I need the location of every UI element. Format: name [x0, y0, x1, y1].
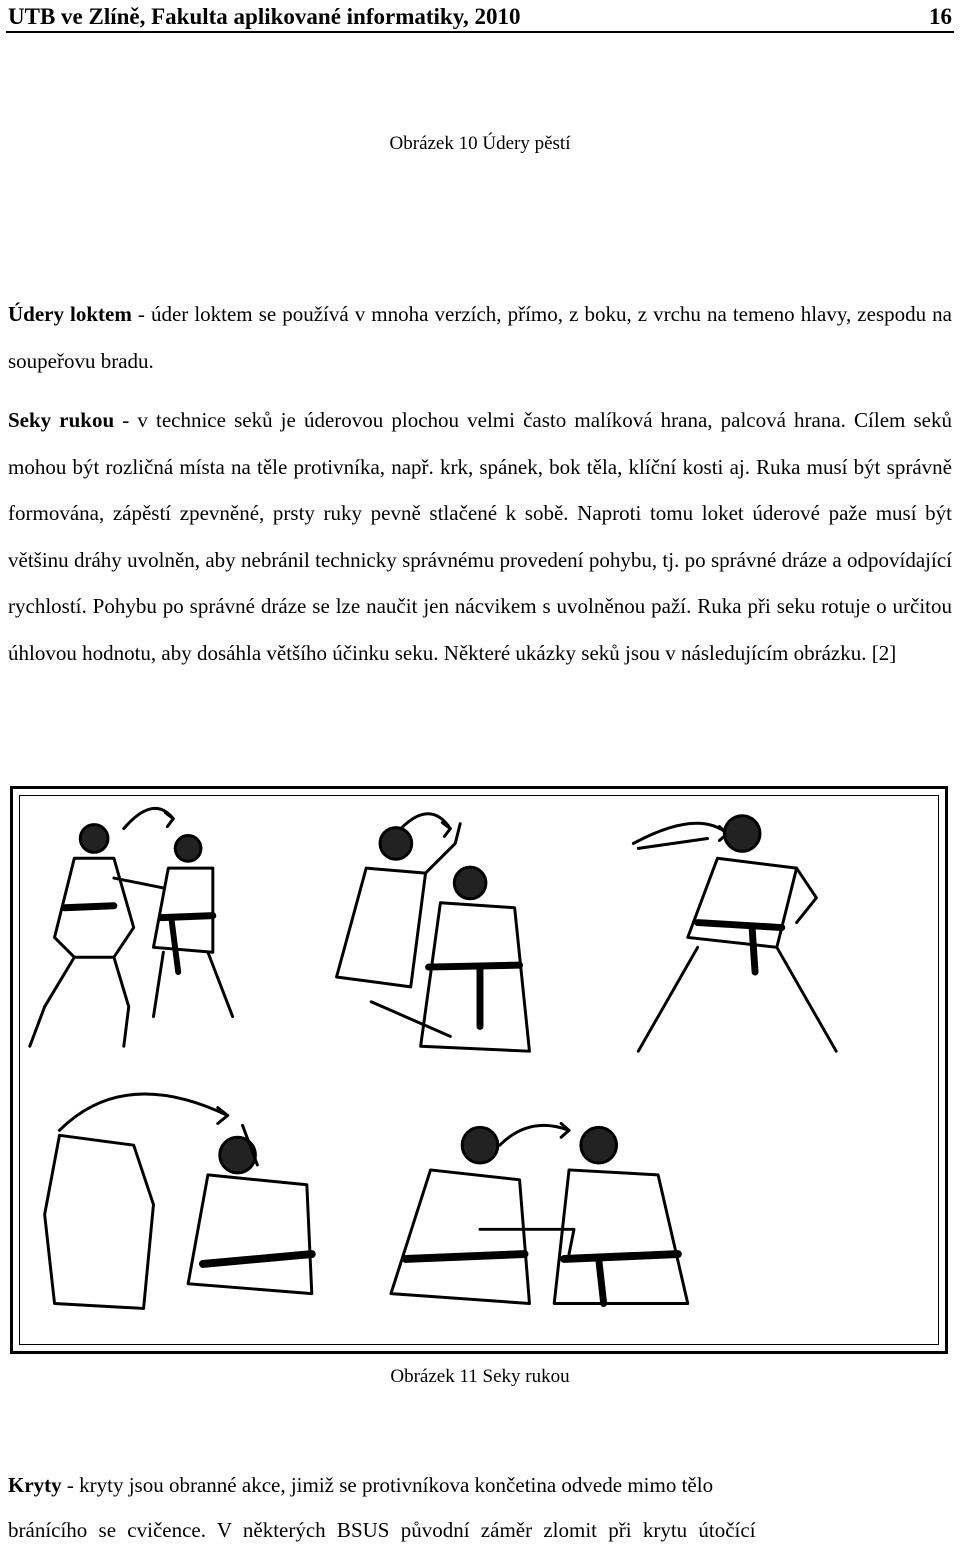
- blocks-text: - kryty jsou obranné akce, jimiž se protivníkova končetina odvede mimo tělo: [61, 1473, 714, 1497]
- figure-panel-1: [30, 808, 233, 1046]
- figure-11-hand-cuts: [10, 786, 948, 1354]
- karate-illustrations: [13, 789, 945, 1351]
- header-rule: [6, 31, 954, 33]
- figure-panel-3: [633, 816, 836, 1051]
- paragraph-blocks-line-2: bránícího se cvičence. V některých BSUS původní záměr zlomit při krytu útočící: [8, 1518, 756, 1542]
- figure-10-caption: Obrázek 10 Údery pěstí: [389, 133, 571, 154]
- hand-cuts-text: - v technice seků je úderovou plochou velmi často malíková hrana, palcová hrana. Cílem seků mohou být rozličná místa na těle protivníka, např. krk, spánek, bok těla, klíční kosti aj. Ruka musí být správně formována, zápěstí zpevněné, prsty ruky pevně stlačené k sobě. Naproti tomu loket úderové paže musí být většinu dráhy uvolněn, aby nebránil technicky správnému provedení pohybu, tj. po správné dráze a odpovídající rychlostí. Pohybu po správné dráze se lze naučit jen nácvikem s uvolněnou paží. Ruka při seku rotuje o určitou úhlovou hodnotu, aby dosáhla většího účinku seku. Některé ukázky seků jsou v následujícím obrázku. [2]: [8, 408, 952, 665]
- page-header: [8, 0, 952, 30]
- paragraph-elbow-strikes: [8, 291, 952, 384]
- paragraph-hand-cuts: [8, 397, 952, 676]
- page-number: 16: [929, 4, 952, 29]
- term-hand-cuts: Seky rukou: [8, 408, 115, 432]
- term-blocks: Kryty: [8, 1473, 62, 1497]
- figure-panel-4: [45, 1094, 312, 1308]
- paragraph-blocks: [8, 1462, 952, 1509]
- figure-panel-5: [391, 1123, 688, 1303]
- figure-panel-2: [337, 814, 530, 1051]
- figure-11-caption: Obrázek 11 Seky rukou: [390, 1366, 570, 1387]
- elbow-strikes-text: - úder loktem se používá v mnoha verzích, přímo, z boku, z vrchu na temeno hlavy, zespodu na soupeřovu bradu.: [8, 302, 952, 373]
- header-title: UTB ve Zlíně, Fakulta aplikované informatiky, 2010: [8, 4, 521, 29]
- term-elbow-strikes: Údery loktem: [8, 302, 132, 326]
